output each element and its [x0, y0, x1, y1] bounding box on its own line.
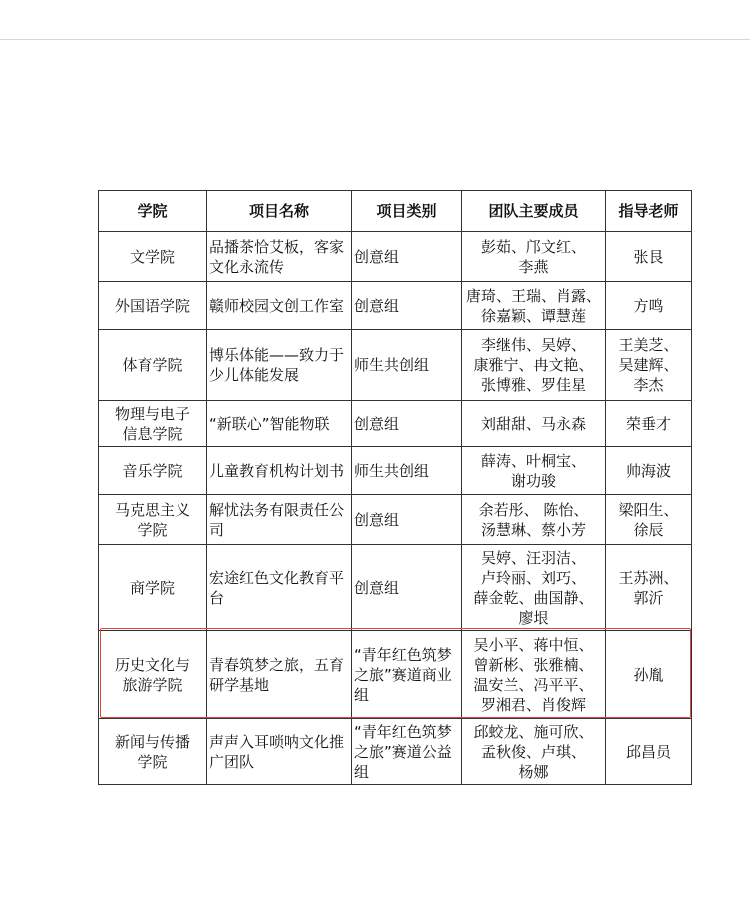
- table-row: [99, 401, 692, 447]
- project-name-cell: 博乐体能——致力于少儿体能发展: [207, 330, 352, 401]
- team-members-cell: 唐琦、王瑞、肖露、 徐嘉颖、谭慧莲: [462, 282, 606, 330]
- project-type-cell: 创意组: [352, 401, 462, 447]
- advisor-cell: 荣垂才: [606, 401, 692, 447]
- advisor-cell: 帅海波: [606, 447, 692, 495]
- project-name-cell: 品播茶恰艾板，客家文化永流传: [207, 232, 352, 282]
- table-row: [99, 719, 692, 785]
- header-college: 学院: [99, 191, 207, 232]
- project-name-cell: 儿童教育机构计划书: [207, 447, 352, 495]
- project-name-cell: 宏途红色文化教育平台: [207, 545, 352, 631]
- college-cell: 历史文化与 旅游学院: [99, 631, 207, 719]
- project-name-cell: 解忧法务有限责任公司: [207, 495, 352, 545]
- header-team-members: 团队主要成员: [462, 191, 606, 232]
- college-cell: 音乐学院: [99, 447, 207, 495]
- project-type-cell: 创意组: [352, 545, 462, 631]
- college-cell: 新闻与传播 学院: [99, 719, 207, 785]
- team-members-cell: 吴婷、汪羽洁、 卢玲丽、刘巧、 薛金乾、曲国静、 廖垠: [462, 545, 606, 631]
- college-cell: 文学院: [99, 232, 207, 282]
- header-divider: [0, 39, 750, 40]
- project-name-cell: 青春筑梦之旅，五育研学基地: [207, 631, 352, 719]
- project-type-cell: “青年红色筑梦之旅”赛道公益组: [352, 719, 462, 785]
- table-row: [99, 282, 692, 330]
- project-type-cell: 师生共创组: [352, 330, 462, 401]
- advisor-cell: 王美芝、 吴建辉、 李杰: [606, 330, 692, 401]
- college-cell: 体育学院: [99, 330, 207, 401]
- table-row: [99, 232, 692, 282]
- team-members-cell: 刘甜甜、马永森: [462, 401, 606, 447]
- project-name-cell: “新联心”智能物联: [207, 401, 352, 447]
- project-name-cell: 赣师校园文创工作室: [207, 282, 352, 330]
- table-row: [99, 545, 692, 631]
- header-project-name: 项目名称: [207, 191, 352, 232]
- advisor-cell: 梁阳生、 徐辰: [606, 495, 692, 545]
- advisor-cell: 孙胤: [606, 631, 692, 719]
- project-type-cell: 创意组: [352, 282, 462, 330]
- project-type-cell: 创意组: [352, 495, 462, 545]
- advisor-cell: 方鸣: [606, 282, 692, 330]
- table-row: [99, 495, 692, 545]
- team-members-cell: 邱蛟龙、施可欣、 孟秋俊、卢琪、 杨娜: [462, 719, 606, 785]
- header-project-type: 项目类别: [352, 191, 462, 232]
- project-type-cell: “青年红色筑梦之旅”赛道商业组: [352, 631, 462, 719]
- team-members-cell: 薛涛、叶桐宝、 谢功骏: [462, 447, 606, 495]
- project-table: [98, 190, 692, 785]
- team-members-cell: 彭茹、邝文红、 李燕: [462, 232, 606, 282]
- project-type-cell: 师生共创组: [352, 447, 462, 495]
- advisor-cell: 张艮: [606, 232, 692, 282]
- table-header-row: [99, 191, 692, 232]
- college-cell: 商学院: [99, 545, 207, 631]
- advisor-cell: 王苏洲、 郭沂: [606, 545, 692, 631]
- header-advisor: 指导老师: [606, 191, 692, 232]
- college-cell: 马克思主义 学院: [99, 495, 207, 545]
- table-row-highlighted: [99, 631, 692, 719]
- team-members-cell: 吴小平、蒋中恒、 曾新彬、张雅楠、 温安兰、冯平平、 罗湘君、肖俊辉: [462, 631, 606, 719]
- table-row: [99, 447, 692, 495]
- table-row: [99, 330, 692, 401]
- team-members-cell: 李继伟、吴婷、 康雅宁、冉文艳、 张博雅、罗佳星: [462, 330, 606, 401]
- college-cell: 物理与电子 信息学院: [99, 401, 207, 447]
- team-members-cell: 余若彤、 陈怡、 汤慧琳、蔡小芳: [462, 495, 606, 545]
- project-name-cell: 声声入耳唢呐文化推广团队: [207, 719, 352, 785]
- project-type-cell: 创意组: [352, 232, 462, 282]
- advisor-cell: 邱昌员: [606, 719, 692, 785]
- college-cell: 外国语学院: [99, 282, 207, 330]
